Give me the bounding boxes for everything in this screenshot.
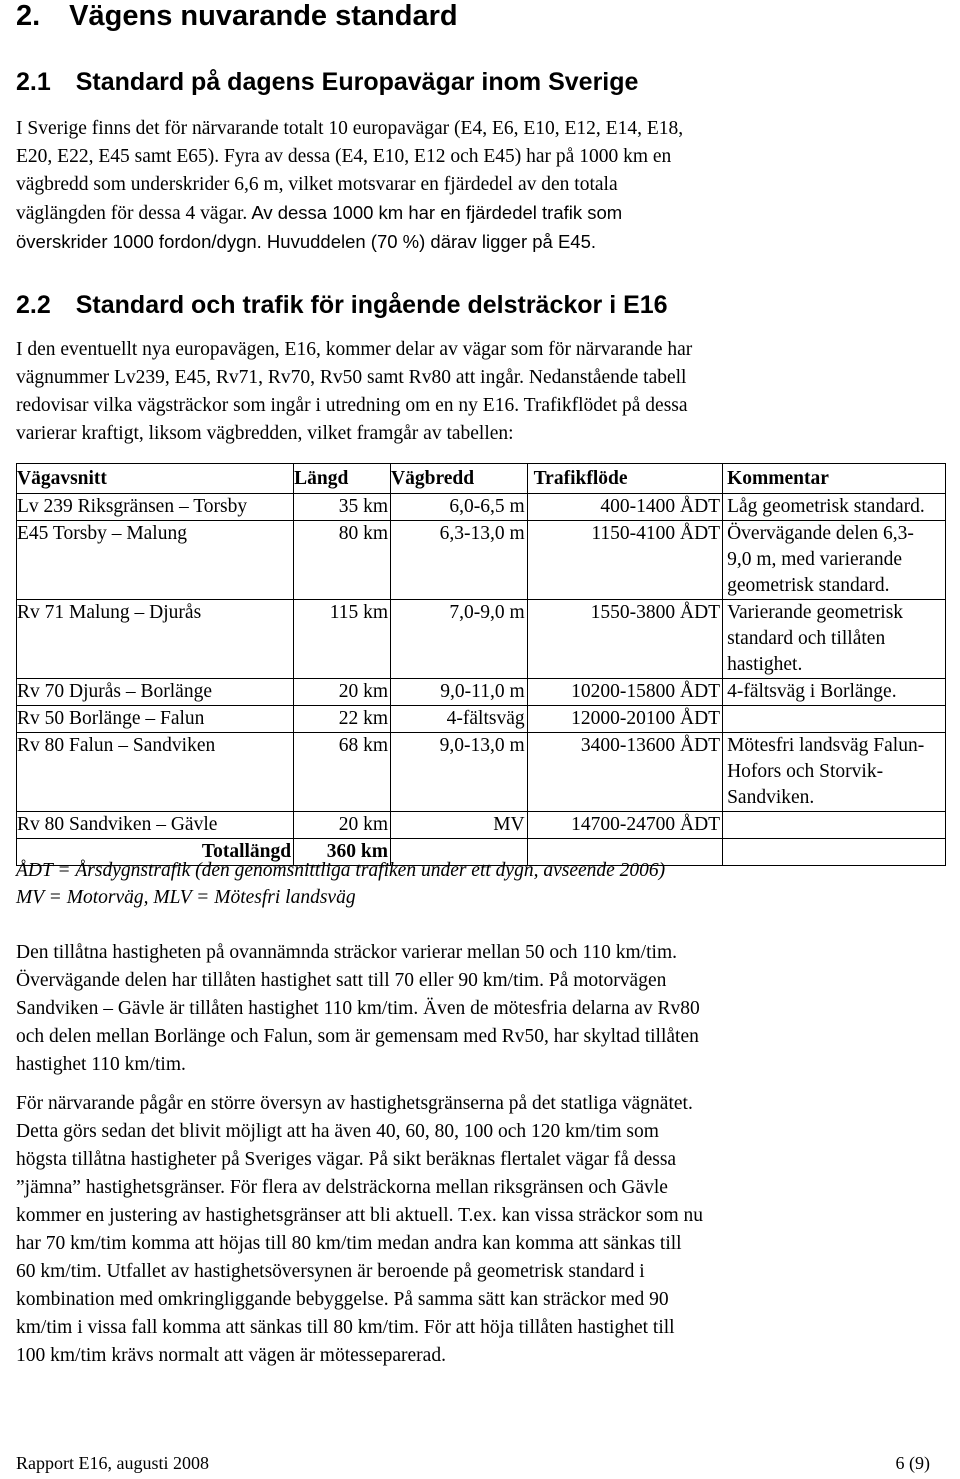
width-cell: 9,0-13,0 m bbox=[391, 733, 528, 812]
section-2-line: I den eventuellt nya europavägen, E16, kommer delar av vägar som för närvarande har bbox=[16, 339, 693, 360]
section-2-line: varierar kraftigt, liksom vägbredden, vilket framgår av tabellen: bbox=[16, 423, 514, 444]
comment-line: Sandviken. bbox=[727, 787, 815, 808]
comment-cell bbox=[723, 494, 946, 521]
section-1-line: E20, E22, E45 samt E65). Fyra av dessa (E4, E10, E12 och E45) har på 1000 km en bbox=[16, 146, 672, 167]
table-row bbox=[17, 706, 946, 733]
comment-line: Mötesfri landsväg Falun- bbox=[727, 735, 925, 756]
section-1-line bbox=[16, 199, 916, 228]
comment-cell bbox=[723, 521, 946, 600]
traffic-cell: 14700-24700 ÅDT bbox=[527, 812, 722, 839]
footer-report-title: Rapport E16, augusti 2008 bbox=[16, 1453, 209, 1473]
empty-cell bbox=[723, 839, 946, 866]
paragraph-line: kommer en justering av hastighetsgränser att bli aktuell. T.ex. kan vissa sträckor som nu bbox=[16, 1205, 704, 1226]
comment-line: 4-fältsväg i Borlänge. bbox=[727, 681, 897, 702]
paragraph-line: För närvarande pågår en större översyn av hastighetsgränserna på det statliga vägnätet. bbox=[16, 1093, 693, 1114]
footnote-line: MV = Motorväg, MLV = Mötesfri landsväg bbox=[16, 887, 356, 908]
length-cell: 20 km bbox=[294, 812, 391, 839]
section-2-line: redovisar vilka vägsträckor som ingår i utredning om en ny E16. Trafikflödet på dessa bbox=[16, 395, 688, 416]
paragraph-line: Sandviken – Gävle är tillåten hastighet 110 km/tim. Även de mötesfria delarna av Rv80 bbox=[16, 998, 700, 1019]
paragraph-line: Övervägande delen har tillåten hastighet satt till 70 eller 90 km/tim. På motorvägen bbox=[16, 970, 667, 991]
header-cell: Trafikflöde bbox=[527, 464, 722, 494]
comment-cell bbox=[723, 706, 946, 733]
comment-line: Hofors och Storvik- bbox=[727, 761, 884, 782]
review-paragraph bbox=[16, 1090, 916, 1370]
segment-cell: E45 Torsby – Malung bbox=[17, 521, 294, 600]
table-row bbox=[17, 521, 946, 600]
header-cell: Vägavsnitt bbox=[17, 464, 294, 494]
table-row bbox=[17, 812, 946, 839]
paragraph-line: kombination med omkringliggande bebyggelse. På samma sätt kan sträckor med 90 bbox=[16, 1289, 669, 1310]
segment-cell: Rv 71 Malung – Djurås bbox=[17, 600, 294, 679]
width-cell: MV bbox=[391, 812, 528, 839]
chapter-heading: 2. Vägens nuvarande standard bbox=[16, 0, 458, 32]
segment-cell: Rv 80 Sandviken – Gävle bbox=[17, 812, 294, 839]
comment-cell bbox=[723, 733, 946, 812]
width-cell: 6,0-6,5 m bbox=[391, 494, 528, 521]
paragraph-line: högsta tillåtna hastigheter på Sveriges vägar. På sikt beräknas flertalet vägar få dessa bbox=[16, 1149, 677, 1170]
comment-line: Övervägande delen 6,3- bbox=[727, 523, 914, 544]
section-1-title: 2.1 Standard på dagens Europavägar inom Sverige bbox=[16, 68, 639, 96]
header-cell: Längd bbox=[294, 464, 391, 494]
table-footnotes bbox=[16, 857, 665, 911]
footer-page-number: 6 (9) bbox=[895, 1453, 930, 1473]
header-cell: Kommentar bbox=[723, 464, 946, 494]
length-cell: 80 km bbox=[294, 521, 391, 600]
table-header-row bbox=[17, 464, 946, 494]
width-cell: 6,3-13,0 m bbox=[391, 521, 528, 600]
comment-line: hastighet. bbox=[727, 654, 803, 675]
paragraph-line: 60 km/tim. Utfallet av hastighetsöversynen är beroende på geometrisk standard i bbox=[16, 1261, 645, 1282]
section-1-line: överskrider 1000 fordon/dygn. Huvuddelen (70 %) därav ligger på E45. bbox=[16, 231, 597, 252]
comment-line bbox=[727, 812, 943, 838]
table-row bbox=[17, 733, 946, 812]
paragraph-line: ”jämna” hastighetsgränser. För flera av delsträckorna mellan riksgränsen och Gävle bbox=[16, 1177, 668, 1198]
comment-line: Låg geometrisk standard. bbox=[727, 496, 925, 517]
traffic-cell: 10200-15800 ÅDT bbox=[527, 679, 722, 706]
speed-paragraph bbox=[16, 939, 916, 1079]
section-2-title: 2.2 Standard och trafik för ingående delsträckor i E16 bbox=[16, 291, 668, 319]
comment-cell bbox=[723, 812, 946, 839]
table-body bbox=[17, 494, 946, 866]
paragraph-line: har 70 km/tim komma att höjas till 80 km/tim medan andra kan komma att sänkas till bbox=[16, 1233, 682, 1254]
traffic-cell: 400-1400 ÅDT bbox=[527, 494, 722, 521]
length-cell: 68 km bbox=[294, 733, 391, 812]
table-row bbox=[17, 494, 946, 521]
segment-cell: Rv 50 Borlänge – Falun bbox=[17, 706, 294, 733]
paragraph-line: Detta görs sedan det blivit möjligt att ha även 40, 60, 80, 100 och 120 km/tim som bbox=[16, 1121, 659, 1142]
section-1-paragraph bbox=[16, 115, 916, 256]
traffic-cell: 1150-4100 ÅDT bbox=[527, 521, 722, 600]
width-cell: 4-fältsväg bbox=[391, 706, 528, 733]
traffic-cell: 1550-3800 ÅDT bbox=[527, 600, 722, 679]
total-label: Totallängd bbox=[17, 839, 294, 866]
paragraph-line: hastighet 110 km/tim. bbox=[16, 1054, 186, 1075]
length-cell: 115 km bbox=[294, 600, 391, 679]
comment-cell bbox=[723, 600, 946, 679]
total-value: 360 km bbox=[294, 839, 391, 866]
paragraph-line: Den tillåtna hastigheten på ovannämnda sträckor varierar mellan 50 och 110 km/tim. bbox=[16, 942, 677, 963]
length-cell: 22 km bbox=[294, 706, 391, 733]
section-1-line: I Sverige finns det för närvarande totalt 10 europavägar (E4, E6, E10, E12, E14, E18, bbox=[16, 118, 684, 139]
paragraph-line: km/tim i vissa fall komma att sänkas till 80 km/tim. För att höja tillåten hastighet till bbox=[16, 1317, 675, 1338]
width-cell: 9,0-11,0 m bbox=[391, 679, 528, 706]
section-1-line-part: väglängden för dessa 4 vägar. bbox=[16, 203, 248, 224]
comment-line bbox=[727, 706, 943, 732]
traffic-cell: 12000-20100 ÅDT bbox=[527, 706, 722, 733]
segment-cell: Lv 239 Riksgränsen – Torsby bbox=[17, 494, 294, 521]
comment-line: Varierande geometrisk bbox=[727, 602, 904, 623]
section-1-line-part: Av dessa 1000 km har en fjärdedel trafik som bbox=[247, 202, 623, 223]
section-1-line: vägbredd som underskrider 6,6 m, vilket motsvarar en fjärdedel av den totala bbox=[16, 174, 618, 195]
paragraph-line: 100 km/tim krävs normalt att vägen är mötesseparerad. bbox=[16, 1345, 446, 1366]
header-cell: Vägbredd bbox=[391, 464, 528, 494]
section-2-line: vägnummer Lv239, E45, Rv71, Rv70, Rv50 samt Rv80 att ingår. Nedanstående tabell bbox=[16, 367, 687, 388]
table-row bbox=[17, 600, 946, 679]
table-row bbox=[17, 679, 946, 706]
footnote-line: ÅDT = Årsdygnstrafik (den genomsnittliga trafiken under ett dygn, avseende 2006) bbox=[16, 860, 666, 881]
comment-line: standard och tillåten bbox=[727, 628, 886, 649]
length-cell: 35 km bbox=[294, 494, 391, 521]
page-footer bbox=[16, 1453, 930, 1474]
paragraph-line: och delen mellan Borlänge och Falun, som är gemensam med Rv50, har skyltad tillåten bbox=[16, 1026, 699, 1047]
segment-cell: Rv 70 Djurås – Borlänge bbox=[17, 679, 294, 706]
comment-line: geometrisk standard. bbox=[727, 575, 890, 596]
segment-cell: Rv 80 Falun – Sandviken bbox=[17, 733, 294, 812]
comment-line: 9,0 m, med varierande bbox=[727, 549, 902, 570]
comment-cell bbox=[723, 679, 946, 706]
length-cell: 20 km bbox=[294, 679, 391, 706]
width-cell: 7,0-9,0 m bbox=[391, 600, 528, 679]
section-2-paragraph bbox=[16, 336, 916, 448]
traffic-cell: 3400-13600 ÅDT bbox=[527, 733, 722, 812]
road-segments-table bbox=[16, 463, 946, 866]
